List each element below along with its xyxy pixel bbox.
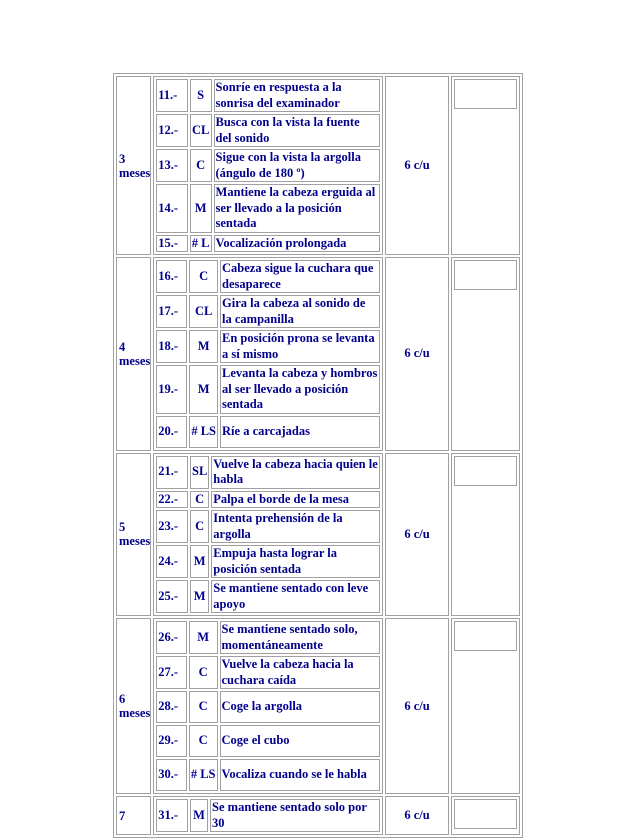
table-row: [156, 416, 380, 448]
item-area: M: [190, 580, 209, 613]
item-area: # L: [190, 235, 212, 253]
item-number: 24.-: [156, 545, 188, 578]
item-number: 13.-: [156, 149, 188, 182]
age-group-row: [116, 796, 520, 835]
item-number: 12.-: [156, 114, 188, 147]
table-row: [156, 691, 380, 723]
age-group-row: [116, 453, 520, 617]
item-number: 28.-: [156, 691, 187, 723]
item-area: M: [190, 545, 209, 578]
item-area: SL: [190, 456, 209, 489]
item-area: C: [189, 260, 218, 293]
item-area: M: [189, 365, 218, 414]
table-row: [156, 260, 380, 293]
item-description: Se mantiene sentado con leve apoyo: [211, 580, 380, 613]
table-row: [156, 114, 380, 147]
items-cell: [153, 257, 383, 451]
item-description: En posición prona se levanta a sí mismo: [220, 330, 380, 363]
item-area: C: [190, 491, 209, 509]
table-row: [156, 510, 380, 543]
item-number: 26.-: [156, 621, 187, 654]
item-description: Coge el cubo: [220, 725, 381, 757]
items-cell: [153, 796, 383, 835]
item-number: 16.-: [156, 260, 187, 293]
item-description: Vuelve la cabeza hacia la cuchara caída: [220, 656, 381, 689]
table-row: [156, 79, 380, 112]
item-number: 21.-: [156, 456, 188, 489]
score-box: [454, 799, 517, 829]
score-cell: [451, 76, 520, 255]
age-cell: 6 meses: [116, 618, 151, 794]
item-area: S: [190, 79, 212, 112]
score-box: [454, 456, 517, 486]
item-number: 31.-: [156, 799, 188, 832]
item-area: CL: [190, 114, 212, 147]
age-group-row: [116, 257, 520, 451]
item-number: 30.-: [156, 759, 187, 791]
score-box: [454, 621, 517, 651]
table-row: [156, 491, 380, 509]
item-description: Se mantiene sentado solo por 30: [210, 799, 380, 832]
points-cell: 6 c/u: [385, 257, 449, 451]
table-row: [156, 456, 380, 489]
item-area: # LS: [189, 416, 218, 448]
table-row: [156, 580, 380, 613]
score-box: [454, 79, 517, 109]
items-table: [154, 797, 382, 834]
item-area: C: [190, 510, 209, 543]
item-area: CL: [189, 295, 218, 328]
item-area: M: [190, 184, 212, 233]
table-row: [156, 295, 380, 328]
development-scale-table: [113, 73, 523, 838]
table-row: [156, 184, 380, 233]
item-number: 19.-: [156, 365, 187, 414]
table-row: [156, 799, 380, 832]
items-table: [154, 619, 382, 793]
item-description: Empuja hasta lograr la posición sentada: [211, 545, 380, 578]
item-number: 17.-: [156, 295, 187, 328]
age-group-row: [116, 618, 520, 794]
table-row: [156, 365, 380, 414]
table-row: [156, 656, 380, 689]
score-cell: [451, 796, 520, 835]
item-area: C: [189, 656, 218, 689]
item-description: Palpa el borde de la mesa: [211, 491, 380, 509]
table-body: [116, 76, 520, 835]
item-description: Cabeza sigue la cuchara que desaparece: [220, 260, 380, 293]
table-row: [156, 545, 380, 578]
item-description: Se mantiene sentado solo, momentáneamente: [220, 621, 381, 654]
item-description: Vocaliza cuando se le habla: [220, 759, 381, 791]
item-description: Intenta prehensión de la argolla: [211, 510, 380, 543]
item-description: Coge la argolla: [220, 691, 381, 723]
age-cell: 5 meses: [116, 453, 151, 617]
item-description: Mantiene la cabeza erguida al ser llevado a la posición sentada: [214, 184, 380, 233]
items-table: [154, 454, 382, 616]
item-description: Sigue con la vista la argolla (ángulo de 180 º): [214, 149, 380, 182]
score-cell: [451, 257, 520, 451]
item-description: Sonríe en respuesta a la sonrisa del examinador: [214, 79, 380, 112]
item-description: Vuelve la cabeza hacia quien le habla: [211, 456, 380, 489]
item-area: # LS: [189, 759, 218, 791]
table-row: [156, 149, 380, 182]
item-description: Ríe a carcajadas: [220, 416, 380, 448]
items-table: [154, 77, 382, 254]
table-row: [156, 235, 380, 253]
score-cell: [451, 453, 520, 617]
item-description: Vocalización prolongada: [214, 235, 380, 253]
item-number: 15.-: [156, 235, 188, 253]
score-cell: [451, 618, 520, 794]
age-cell: 7: [116, 796, 151, 835]
item-number: 27.-: [156, 656, 187, 689]
item-area: M: [189, 330, 218, 363]
age-group-row: [116, 76, 520, 255]
item-number: 22.-: [156, 491, 188, 509]
item-number: 23.-: [156, 510, 188, 543]
item-number: 25.-: [156, 580, 188, 613]
score-box: [454, 260, 517, 290]
item-number: 20.-: [156, 416, 187, 448]
table-row: [156, 330, 380, 363]
item-area: C: [189, 725, 218, 757]
item-number: 29.-: [156, 725, 187, 757]
points-cell: 6 c/u: [385, 796, 449, 835]
item-description: Levanta la cabeza y hombros al ser llevado a posición sentada: [220, 365, 380, 414]
item-description: Gira la cabeza al sonido de la campanilla: [220, 295, 380, 328]
points-cell: 6 c/u: [385, 453, 449, 617]
table-row: [156, 759, 380, 791]
items-cell: [153, 76, 383, 255]
item-area: C: [190, 149, 212, 182]
item-area: C: [189, 691, 218, 723]
item-area: M: [190, 799, 208, 832]
items-table: [154, 258, 382, 450]
age-cell: 3 meses: [116, 76, 151, 255]
table-row: [156, 725, 380, 757]
item-number: 14.-: [156, 184, 188, 233]
table-row: [156, 621, 380, 654]
item-number: 18.-: [156, 330, 187, 363]
age-cell: 4 meses: [116, 257, 151, 451]
items-cell: [153, 618, 383, 794]
points-cell: 6 c/u: [385, 618, 449, 794]
item-description: Busca con la vista la fuente del sonido: [214, 114, 380, 147]
item-area: M: [189, 621, 218, 654]
item-number: 11.-: [156, 79, 188, 112]
items-cell: [153, 453, 383, 617]
points-cell: 6 c/u: [385, 76, 449, 255]
